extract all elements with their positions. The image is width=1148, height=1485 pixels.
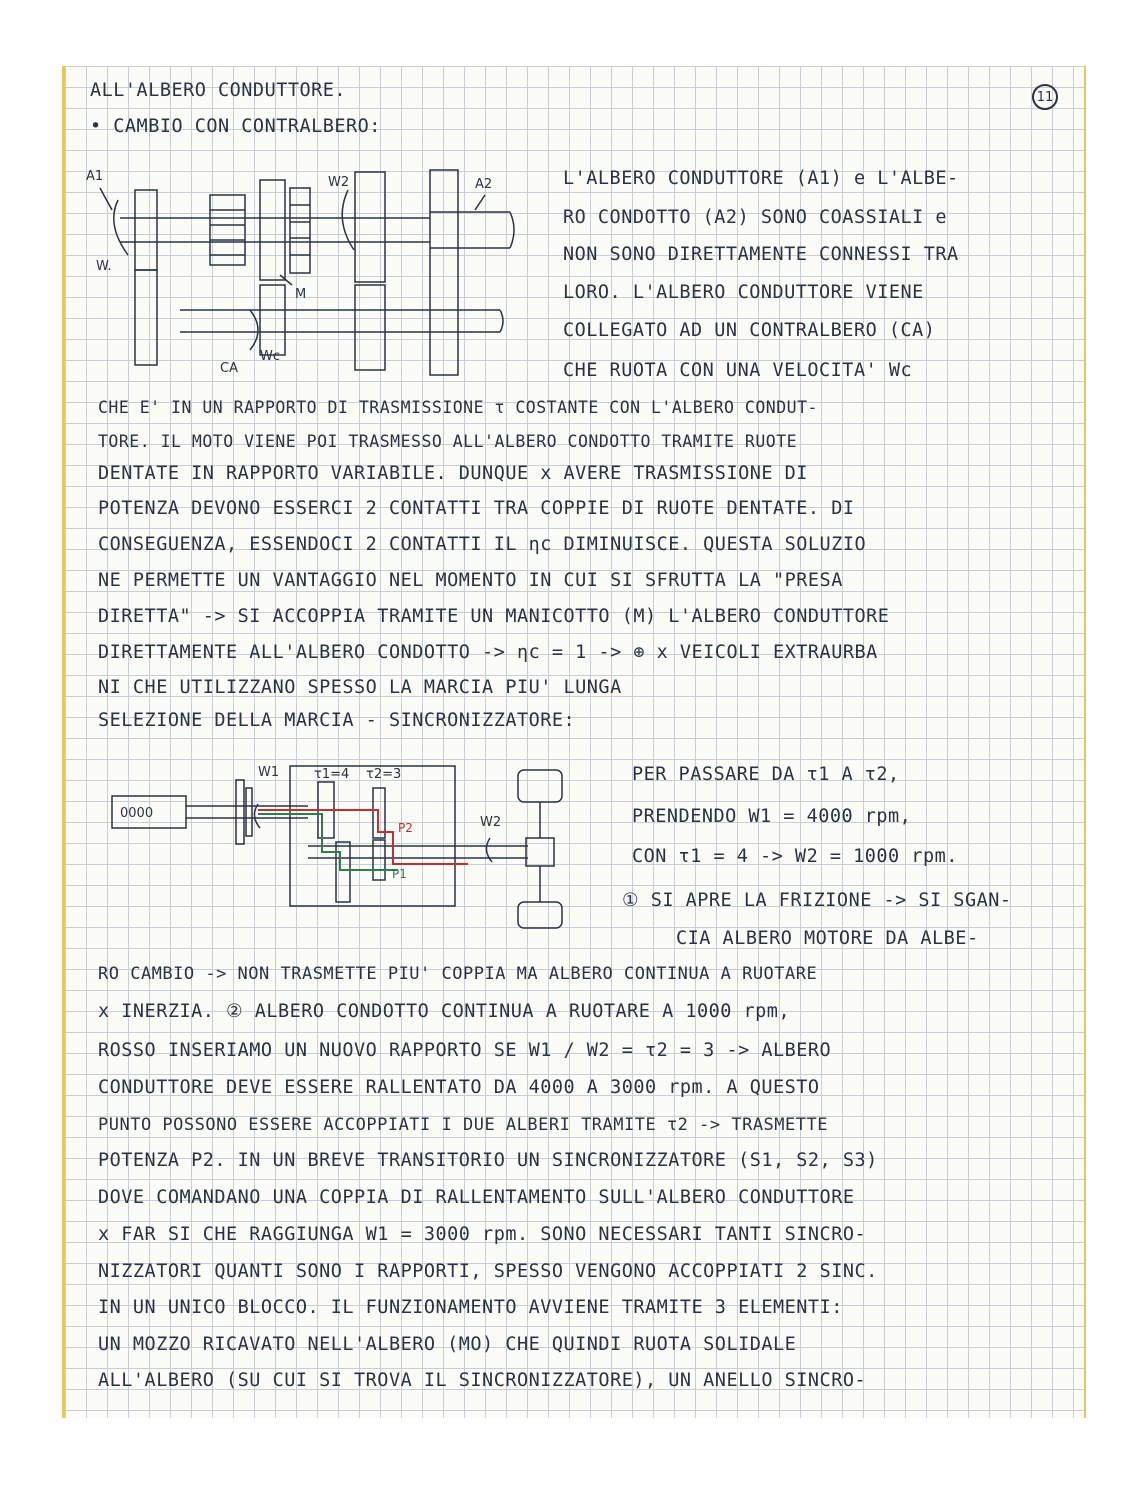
p1-right-line: LORO. L'ALBERO CONDUTTORE VIENE — [563, 282, 924, 303]
p1-line: CONSEGUENZA, ESSENDOCI 2 CONTATTI IL ηc DIMINUISCE. QUESTA SOLUZIO — [98, 534, 867, 555]
p2-line: x INERZIA. ② ALBERO CONDOTTO CONTINUA A RUOTARE A 1000 rpm, — [98, 1001, 791, 1022]
p2-line: CONDUTTORE DEVE ESSERE RALLENTATO DA 4000 A 3000 rpm. A QUESTO — [98, 1077, 820, 1098]
p1-line: DENTATE IN RAPPORTO VARIABILE. DUNQUE x AVERE TRASMISSIONE DI — [98, 463, 808, 484]
p1-right-line: RO CONDOTTO (A2) SONO COASSIALI e — [563, 207, 948, 228]
label-w1: W. — [96, 259, 112, 274]
label-p2: P2 — [398, 821, 413, 835]
p1-line: NE PERMETTE UN VANTAGGIO NEL MOMENTO IN CUI SI SFRUTTA LA "PRESA — [98, 570, 843, 591]
p1-right-line: CHE RUOTA CON UNA VELOCITA' Wc — [563, 360, 913, 381]
p2-line: IN UN UNICO BLOCCO. IL FUNZIONAMENTO AVVIENE TRAMITE 3 ELEMENTI: — [98, 1297, 843, 1318]
gearbox-countershaft-diagram — [80, 160, 540, 390]
p2-right-line: ① SI APRE LA FRIZIONE -> SI SGAN- — [622, 890, 1012, 911]
p1-line: CHE E' IN UN RAPPORTO DI TRASMISSIONE τ COSTANTE CON L'ALBERO CONDUT- — [98, 398, 818, 417]
page-number: 11 — [1032, 84, 1058, 110]
synchronizer-diagram — [108, 752, 588, 932]
p1-line: DIRETTA" -> SI ACCOPPIA TRAMITE UN MANICOTTO (M) L'ALBERO CONDUTTORE — [98, 606, 890, 627]
p2-line: x FAR SI CHE RAGGIUNGA W1 = 3000 rpm. SONO NECESSARI TANTI SINCRO- — [98, 1224, 867, 1245]
header-line-2: • CAMBIO CON CONTRALBERO: — [90, 116, 381, 137]
label-tau1: τ1=4 — [314, 767, 350, 782]
p1-line: POTENZA DEVONO ESSERCI 2 CONTATTI TRA COPPIE DI RUOTE DENTATE. DI — [98, 498, 855, 519]
label-a1: A1 — [86, 169, 104, 184]
label-tau2: τ2=3 — [366, 767, 402, 782]
label-p1: P1 — [392, 867, 407, 881]
p2-right-line: PER PASSARE DA τ1 A τ2, — [632, 764, 900, 785]
label-w1: W1 — [258, 765, 280, 780]
label-ca: CA — [220, 361, 238, 376]
p1-line: TORE. IL MOTO VIENE POI TRASMESSO ALL'ALBERO CONDOTTO TRAMITE RUOTE — [98, 432, 798, 451]
p1-right-line: COLLEGATO AD UN CONTRALBERO (CA) — [563, 320, 936, 341]
p1-line: NI CHE UTILIZZANO SPESSO LA MARCIA PIU' LUNGA — [98, 677, 622, 698]
label-m: M — [295, 287, 307, 302]
header-line-1: ALL'ALBERO CONDUTTORE. — [90, 80, 347, 101]
engine-label: 0000 — [120, 806, 154, 821]
p2-line: PUNTO POSSONO ESSERE ACCOPPIATI I DUE ALBERI TRAMITE τ2 -> TRASMETTE — [98, 1115, 828, 1135]
p2-line: POTENZA P2. IN UN BREVE TRANSITORIO UN SINCRONIZZATORE (S1, S2, S3) — [98, 1150, 878, 1171]
label-w2: W2 — [328, 175, 350, 190]
section-title: SELEZIONE DELLA MARCIA - SINCRONIZZATORE: — [98, 710, 576, 731]
p2-line: RO CAMBIO -> NON TRASMETTE PIU' COPPIA MA ALBERO CONTINUA A RUOTARE — [98, 964, 818, 984]
p1-line: DIRETTAMENTE ALL'ALBERO CONDOTTO -> ηc = 1 -> ⊕ x VEICOLI EXTRAURBA — [98, 642, 878, 663]
p1-right-line: NON SONO DIRETTAMENTE CONNESSI TRA — [563, 244, 959, 265]
p2-right-line: CIA ALBERO MOTORE DA ALBE- — [676, 928, 979, 949]
label-wc: Wc — [260, 349, 281, 364]
label-w2: W2 — [480, 815, 502, 830]
p2-right-line: PRENDENDO W1 = 4000 rpm, — [632, 806, 912, 827]
p1-right-line: L'ALBERO CONDUTTORE (A1) e L'ALBE- — [563, 168, 959, 189]
label-a2: A2 — [475, 177, 493, 192]
p2-line: DOVE COMANDANO UNA COPPIA DI RALLENTAMENTO SULL'ALBERO CONDUTTORE — [98, 1187, 855, 1208]
p2-line: ROSSO INSERIAMO UN NUOVO RAPPORTO SE W1 / W2 = τ2 = 3 -> ALBERO — [98, 1040, 832, 1061]
p2-line: ALL'ALBERO (SU CUI SI TROVA IL SINCRONIZZATORE), UN ANELLO SINCRO- — [98, 1370, 867, 1391]
p2-right-line: CON τ1 = 4 -> W2 = 1000 rpm. — [632, 846, 958, 867]
p2-line: UN MOZZO RICAVATO NELL'ALBERO (MO) CHE QUINDI RUOTA SOLIDALE — [98, 1334, 797, 1355]
p2-line: NIZZATORI QUANTI SONO I RAPPORTI, SPESSO VENGONO ACCOPPIATI 2 SINC. — [98, 1261, 878, 1282]
